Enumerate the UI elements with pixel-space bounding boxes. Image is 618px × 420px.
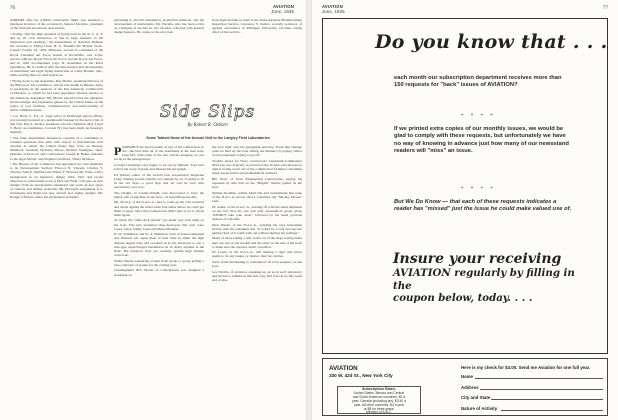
ad-explanation-text: If we printed extra copies of our monthly issues, we would be glad to comply with these requests, but unfortunately we have no way of knowing in advance just how many of our newsstand readers will "miss" an issue.	[394, 126, 569, 155]
article-paragraph: PROBABLY the most popular of any of the conferences so far—the first time all of the statements at the heat have been full, with some of the late arrivals stepping on orts set up in the passageways.	[114, 145, 204, 162]
city-line[interactable]	[491, 399, 603, 400]
coupon-form	[461, 365, 603, 413]
article-paragraph: D. W. Tomlinson and W. A. Hamilton, both of Transcontinental and Western Air, spent most of their time in either the high altitude engine tests and crooked all in the afternoon to see a side-type supercharged installation on an Army airplane at the field. The transport boys are certainly getting high altitude conscious.	[114, 232, 204, 258]
subscription-rates-box	[337, 386, 421, 414]
coupon-form-intro: Here is my check for $3.00. Send me Aviation for one full year.	[461, 365, 591, 370]
top-middle-text	[114, 18, 302, 96]
article-paragraph: Ed Warner, editor of the world's best aeronautical magazine (ads), running around with his two tunnels by on, it seems to be in the old days—a good sign that all will be well with aeronautics over now.	[114, 172, 204, 190]
activity-line[interactable]	[501, 410, 603, 411]
page-number-left: 76	[10, 6, 15, 11]
news-item: • The State Department announces creation of a committee to consider questions that arise with respect to international civil aviation in which the United States may have an interest. Members: Assistant Secretary Moore, Richard Southgate, chief, Division of Protocol and Conferences; Joseph R. Baker, assistant to the legal adviser; and Stephen Latchford, Treaty Division.	[10, 135, 103, 161]
right-page	[312, 0, 618, 420]
article-paragraph: Mr. Victory, of the N.A.C.A., had to come up the cold received and check against the ticket stubs four times before he could get them to agree. Once they balanced he didn't dare to try to check them again.	[114, 200, 204, 217]
city-label: City and State	[461, 395, 491, 401]
city-field[interactable]	[461, 392, 603, 403]
article-paragraph: Jimmie Doolittle, selling Shell Oil, and complaining that none of the N.A.C.A. movie shows contained any "Mickey Mouse" reels.	[212, 190, 302, 204]
article-paragraph: The Wright, of Curtiss-Wright, was discovered to have the button pair of pajamas on the boat—of beautiful green silk.	[114, 190, 204, 199]
section-title: Side Slips	[159, 102, 256, 122]
rates-line: year. All other countries, $4 a year	[354, 402, 404, 407]
section-masthead	[140, 103, 275, 128]
article-paragraph: Dick Weeks, of the N.A.C.A., pointing his very interesting lecture with the statement that "It would be a long and anyone getting tired of it could walk out without hurting my feelings."	[212, 222, 302, 235]
article-paragraph: Steve Zand threatening to soundproof all loud speakers on the boat.	[212, 260, 302, 269]
rates-line: and South American countries, $3 a	[352, 394, 406, 399]
ad-intro-text: each month our subscription department receives more than 150 requests for "back" issues of AVIATION?	[394, 75, 562, 89]
activity-label: Nature of Activity	[461, 405, 498, 411]
folio-header-left	[271, 5, 294, 15]
side-slips-column-2	[212, 145, 302, 412]
ad-call-to-action	[393, 251, 593, 305]
rates-line: or $8 for three years.	[363, 406, 395, 411]
article-paragraph: Bill Stout, of Stout Engineering Laboratories, paying his expenses by side bets on the "Bugatti" marble games on the boat.	[212, 176, 302, 190]
ad-headline: Do you know that . . .	[375, 31, 608, 53]
name-field[interactable]	[461, 371, 603, 382]
address-field[interactable]	[461, 381, 603, 392]
folio-header-right	[322, 5, 345, 15]
folio-title-right: AVIATION	[322, 4, 343, 9]
article-paragraph: Les Neville, of Aviation, sneaking up on us in each laboratory and lecture to remind us that this copy had to be in by this week end or else.	[212, 269, 302, 283]
folio-date-left: June, 1935	[271, 8, 294, 14]
rates-line: year. Canada (including tax), $3.50 a	[352, 398, 406, 403]
star-divider: * * * *	[461, 187, 496, 192]
article-paragraph: the boat right over the gangplank entrance. From this vantage point he held up the boat sailing ten minutes by paying visitor on the passengers trying to get off.	[212, 145, 302, 158]
article-paragraph: Dr. Lewis, of the N.A.C.A., still making a rigor that never seems to be any longer, or shorter, than two inches.	[212, 250, 302, 259]
left-news-column	[10, 18, 103, 412]
news-item: AIRPORT after his 2,000th consecutive flight, was tendered a luncheon in honor of the occasion by Senator McAdoo, president of the National Aeronautic Association.	[10, 18, 103, 31]
cta-line: coupon below, today. . . .	[393, 292, 533, 304]
page-number-right: 77	[603, 6, 608, 11]
side-slips-column-1	[114, 145, 204, 412]
star-divider: * * * *	[461, 114, 496, 119]
name-label: Name	[461, 374, 473, 380]
article-paragraph: Trouble ahead for Navy contractors? Lieutenant-Commander MacCray was detected, in several of the lectures and laboratory demos noting down all of the complicated formulas containing many Greek letters and mathematical symbols.	[212, 158, 302, 176]
article-paragraph: Dr. Ames, of the N.A.C.A., starting off with his usual emphasis on the fact that the one and only aeronautical group given "KINDLY take your seats," followed by his usual gracious address of welcome.	[212, 204, 302, 222]
rates-title: Subscription Rates:	[362, 387, 396, 391]
section-byline: By Robert R. Osborn	[187, 123, 228, 128]
name-line[interactable]	[475, 378, 603, 379]
top-middle-col-2: from eight months as chief of the Parks Airplane Manufacturing Inspection Service. Lawrence V. Kerber, recently professor of applied aeronautics at Michigan University, becomes acting chief of that service.	[212, 18, 302, 35]
article-paragraph: As usual, the "after-dock quartet" got under way each night on the boat. The new perennial shop-destroyers this year were Casey Jones, Tubby Jones and Henry Berliner.	[114, 218, 204, 231]
coupon-address: 330 W. 42d St., New York City	[329, 373, 393, 378]
article-paragraph: Colonel Lindbergh very happy to be out by himself. Says he'll follow his every footstep and blessed his autograph.	[114, 163, 204, 172]
news-item: • Flying down to the Argentine, Ray Martin, Assistant Director of the Bureau of Air Commerce, arrived last month in Buenos Aires to participate in the sessions of the Pan American Commercial Conference, to which he had been appointed aviation advisor to the American delegation. Mr. Martin played before the delegates the knowledge and experience gained by the United States on the topics of port facilities, communication, and improvement of aerial communications.	[10, 78, 103, 113]
drop-cap: P	[114, 145, 122, 158]
section-subhead: Some Tabloid News of the Annual Visit to the Langley Field Laboratories	[146, 136, 270, 140]
address-label: Address	[461, 384, 479, 390]
cta-line: Insure your receiving	[393, 251, 562, 267]
subscription-ad	[322, 18, 608, 354]
address-line[interactable]	[480, 389, 603, 390]
folio-title-left: AVIATION	[273, 4, 294, 9]
news-item: • Col. Harry C. Fry, Jr., long active in Pittsburgh airport affairs, was recently honored at a testimonial banquet by the Aero Club of that City. Ray A. Tucker, president, acted as chairman. Maj. Lloyd T. Barry as toastmaster. Colonel Fry has been made an honorary member.	[10, 113, 103, 135]
article-paragraph: Many of those taking a ride on the car of the large towing basin kept one eye on the models and the other on the end of the track to make sure the operator didn't overshoot.	[212, 236, 302, 249]
subscription-coupon[interactable]	[322, 358, 608, 416]
top-middle-col-1: pertaining to aircraft installation, production methods, and the development of instruments. Mr. Vorrelle, who has been active as a designer of aircraft for two decades, will deal with general design features. He comes to the new task	[114, 18, 204, 35]
folio-date-right: June, 1935	[322, 8, 345, 14]
ad-know-text: But We Do Know — that each of these requests indicates a reader has "missed" just the issue he could make valued use of.	[394, 199, 572, 213]
coupon-brand: AVIATION	[329, 365, 358, 372]
rates-line: Member of A.B.C.	[365, 410, 393, 415]
activity-field[interactable]	[461, 402, 603, 413]
rates-line: United States, Mexico and Central	[353, 390, 405, 395]
article-paragraph: Walter Beech wandering around from group to group getting a true collection of stories for the coming year.	[114, 258, 204, 267]
news-item: • The Bureau of Air Commerce has appointed two new members to its Development Section: Elwood N. Vincent, Charles V. Vincent, Seth E. Warfield and Walter F. Howard. Mr. Fales, with a background as an instructor during 1919, 1921 and recent direction of wind tunnel work at McCook Field, will pass on new designs from an aerodynamic standpoint and work on new types of controls and similar problems. Mr. Howard's assignment is to investigate and flight test new aircraft and engine designs. Mr. Rodger will have under his advisement problems	[10, 162, 103, 200]
article-paragraph: Cunningham's Bob Woods of Consolidated was assigned a statement on	[114, 268, 204, 277]
left-page	[0, 0, 306, 420]
news-item: • Stating "that the high standard of flying both in the R. C. A. F. and by all civil instructors, is due in large measure to the instruction and example," the Department of National Defense has awarded to Flying Lieut. B. G. Fenlaffe the McKee Trans-Canada Trophy for 1934. Fullerton, second in command of the Royal Canadian Air Force station at Rockcliffe, saw active service with the Royal Naval Air Force and the Royal Air Force, and in 1922 accompanied Capt. R. Arnaldsen on his Polar expedition. He is credited with the introduction and development of instrument and night flying instruction at Camp Borden, Ont., while serving there as chief instructor.	[10, 31, 103, 78]
cta-line: AVIATION regularly by filling in the	[393, 267, 575, 292]
